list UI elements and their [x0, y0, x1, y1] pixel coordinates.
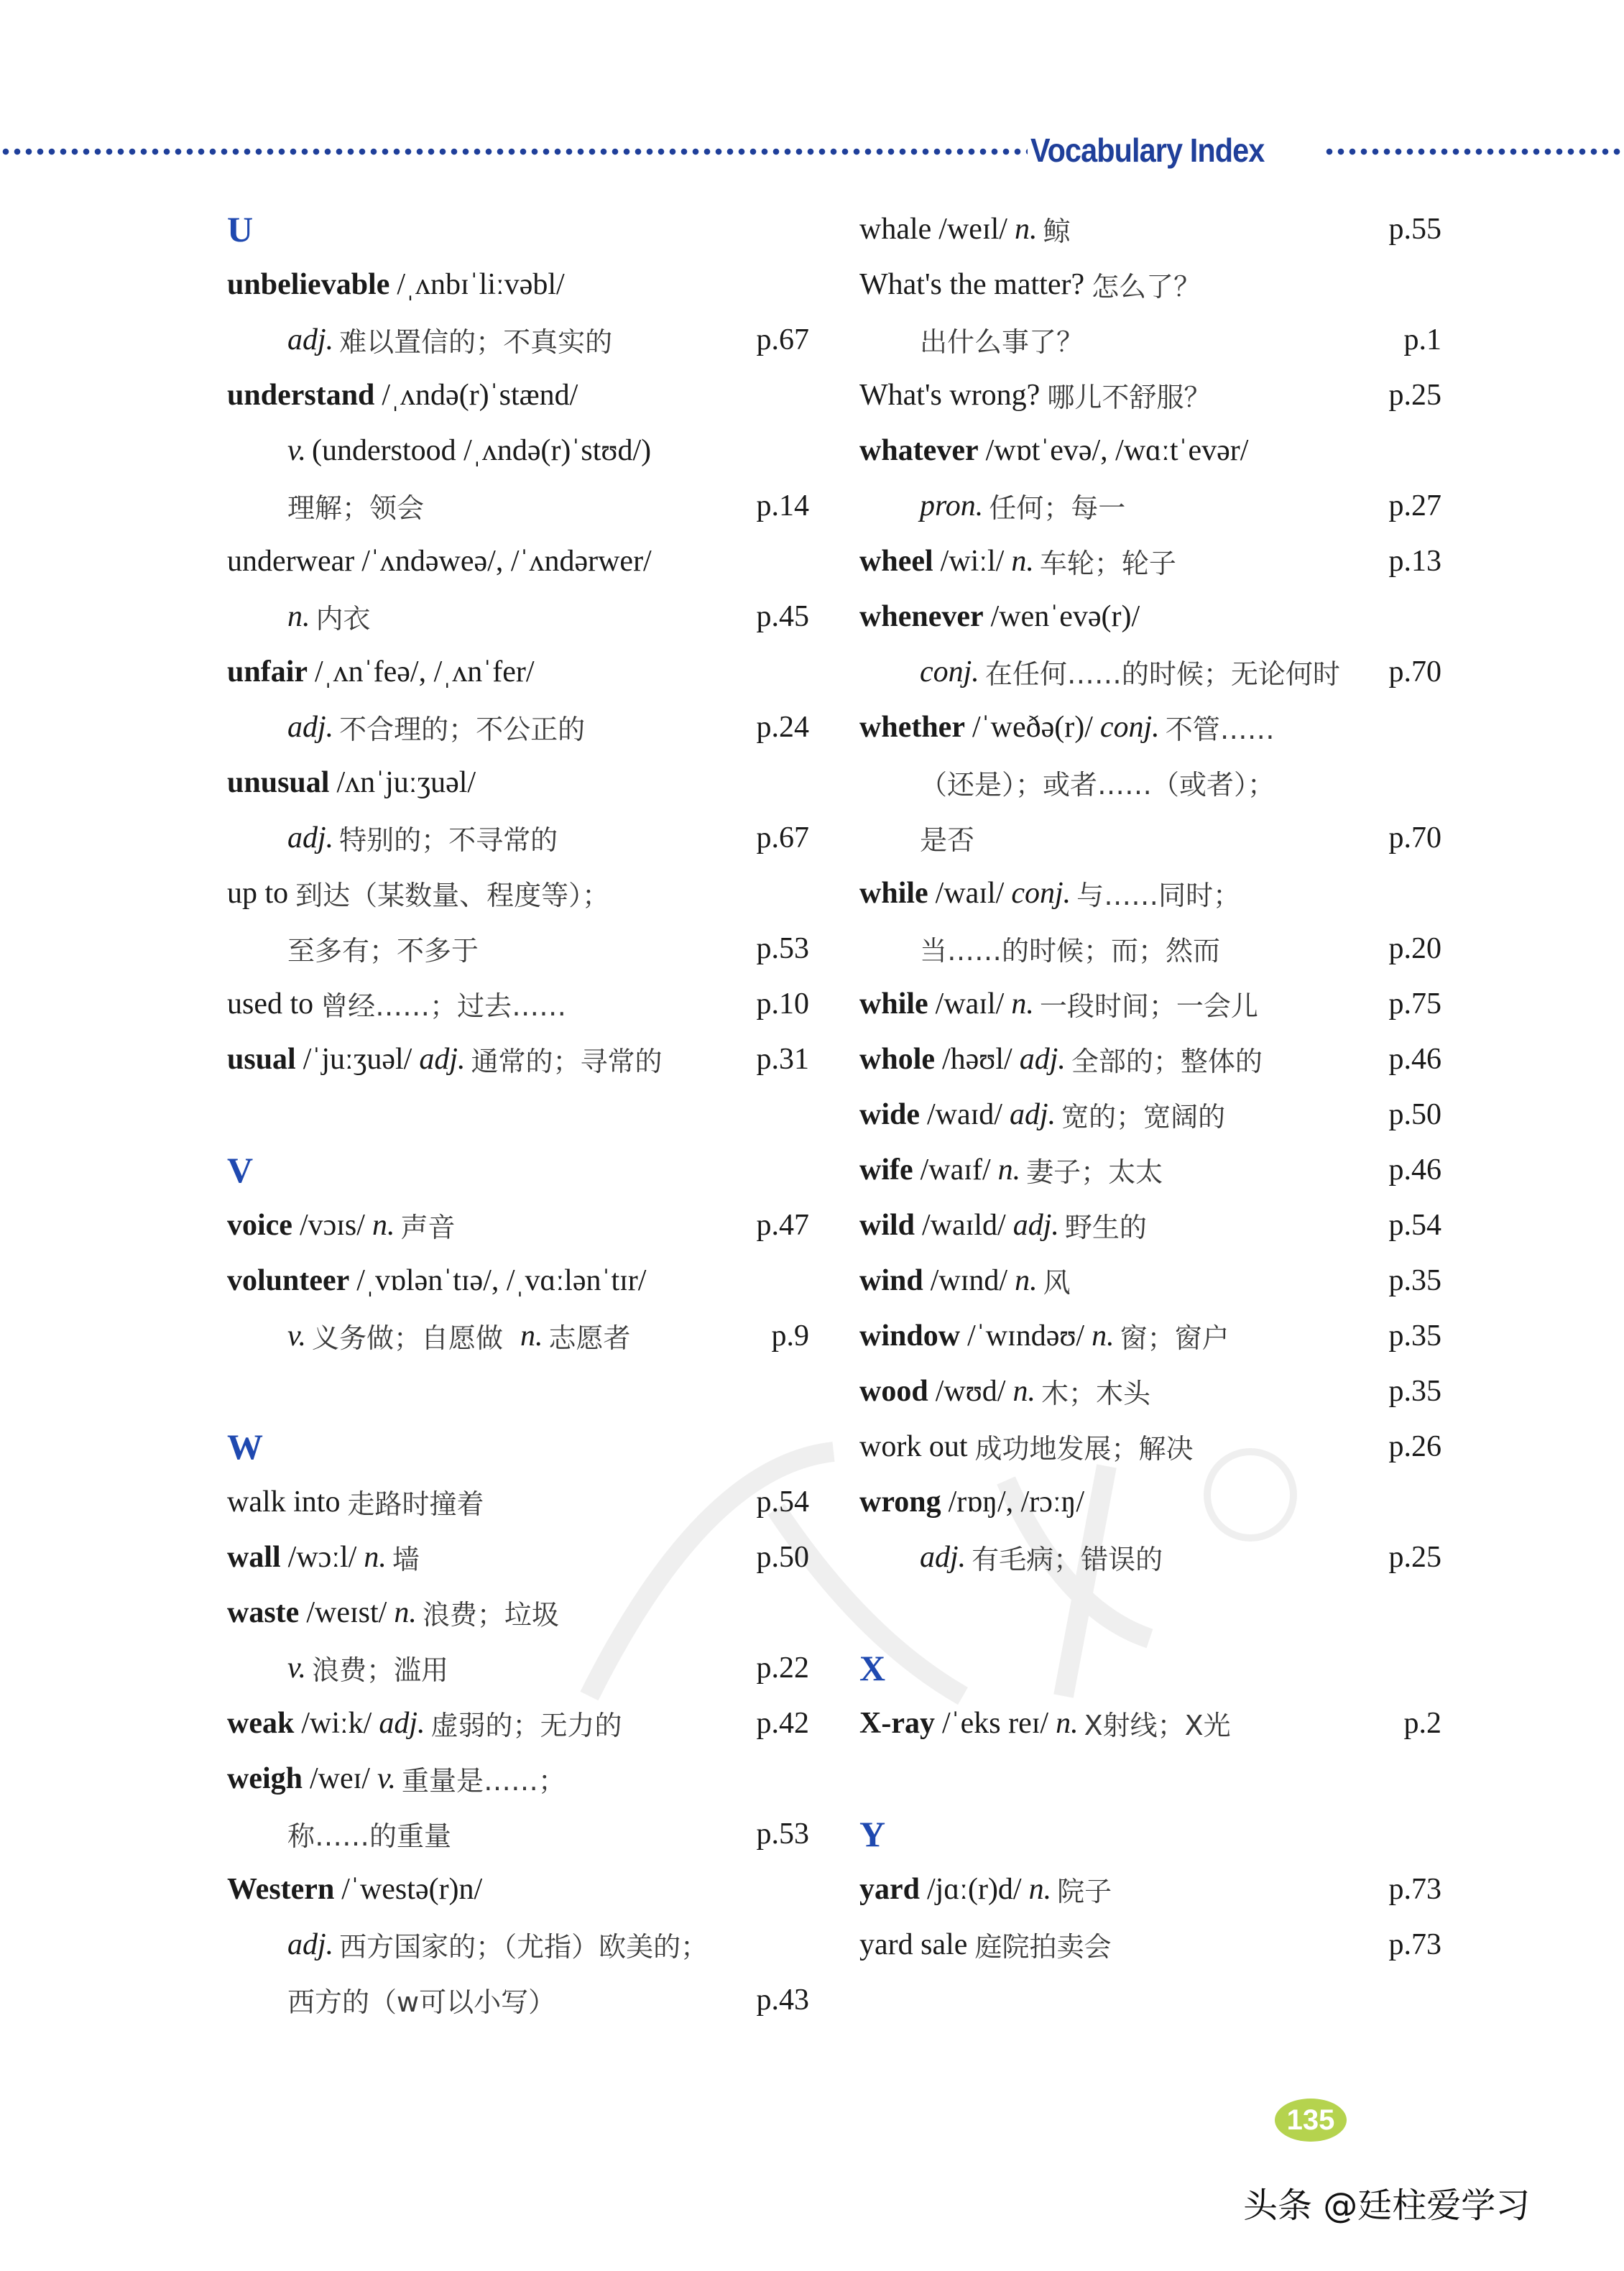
page-reference: p.20: [1388, 931, 1441, 965]
vocab-entry: [859, 589, 1441, 644]
vocab-entry: [227, 644, 809, 699]
part-of-speech: v.: [287, 433, 307, 467]
part-of-speech: adj.: [1009, 1097, 1056, 1131]
section-letter-heading: [227, 201, 809, 257]
chinese-definition: 内衣: [315, 603, 371, 635]
vocab-entry-continuation: [227, 423, 809, 478]
vocab-entry: [227, 1861, 809, 1917]
section-letter-heading: [859, 1640, 1441, 1695]
headword: while: [859, 987, 928, 1021]
right-index-column: [859, 201, 1441, 1972]
chinese-definition: 浪费；滥用: [312, 1654, 449, 1686]
headword: unusual: [227, 765, 330, 799]
headword: wood: [859, 1374, 928, 1408]
vocab-entry: [859, 257, 1441, 312]
page-reference: p.35: [1388, 1374, 1441, 1408]
chinese-definition: 西方国家的；（尤指）欧美的；: [339, 1931, 709, 1963]
vocab-entry: [227, 1529, 809, 1585]
page-reference: p.45: [756, 599, 809, 633]
vocab-entry-continuation: [227, 1640, 809, 1695]
part-of-speech: n.: [1011, 544, 1034, 578]
page-reference: p.54: [1388, 1208, 1441, 1242]
chinese-definition: 重量是……；: [402, 1765, 566, 1797]
headword: X-ray: [859, 1706, 935, 1740]
page-reference: p.70: [1388, 655, 1441, 688]
section-letter-heading: [227, 1142, 809, 1197]
phonetic: /waɪld/: [922, 1208, 1006, 1242]
letter-heading: X: [859, 1647, 886, 1688]
chinese-definition: 志愿者: [548, 1322, 631, 1354]
headword: wheel: [859, 544, 933, 578]
part-of-speech: adj.: [287, 821, 334, 854]
chinese-definition: 庭院拍卖会: [974, 1931, 1112, 1963]
chinese-definition: 虚弱的；无力的: [430, 1710, 622, 1741]
phonetic: /wɔːl/: [287, 1540, 357, 1574]
page-reference: p.1: [1403, 323, 1441, 356]
chinese-definition: 任何；每一: [989, 492, 1126, 524]
section-spacer: [227, 1087, 809, 1142]
phonetic: /wʊd/: [935, 1374, 1006, 1408]
chinese-definition: （还是）；或者……（或者）；: [920, 769, 1275, 801]
letter-heading: U: [227, 208, 254, 249]
page-reference: p.42: [756, 1706, 809, 1740]
chinese-definition: 木；木头: [1041, 1378, 1150, 1409]
chinese-definition: 是否: [920, 824, 975, 856]
chinese-definition: 窗；窗户: [1120, 1322, 1229, 1354]
page-reference: p.47: [756, 1208, 809, 1242]
page-reference: p.10: [756, 987, 809, 1021]
chinese-definition: 鲸: [1043, 216, 1071, 247]
vocab-entry-continuation: [227, 312, 809, 367]
page-reference: p.22: [756, 1651, 809, 1685]
chinese-definition: 院子: [1057, 1876, 1112, 1907]
phonetic: /weɪl/: [938, 212, 1007, 246]
part-of-speech: conj.: [920, 655, 979, 688]
vocab-entry-continuation: [859, 921, 1441, 976]
section-spacer: [859, 1751, 1441, 1806]
headword: wall: [227, 1540, 281, 1574]
chinese-definition: X射线；X光: [1084, 1710, 1231, 1741]
phonetic: /waɪf/: [920, 1153, 991, 1187]
chinese-definition: 义务做；自愿做: [312, 1322, 504, 1354]
chinese-definition: 难以置信的；不真实的: [339, 326, 613, 358]
phonetic: /wɪnd/: [930, 1263, 1008, 1297]
phonetic: /jɑː(r)d/: [927, 1872, 1022, 1906]
phonetic: /ˌʌnbɪˈliːvəbl/: [397, 267, 565, 301]
part-of-speech: adj.: [419, 1042, 466, 1076]
part-of-speech: n.: [1015, 1263, 1038, 1297]
chinese-definition: 至多有；不多于: [287, 935, 479, 967]
page-reference: p.9: [771, 1319, 809, 1353]
chinese-definition: 成功地发展；解决: [974, 1433, 1194, 1465]
chinese-definition: 称……的重量: [287, 1820, 452, 1852]
vocab-entry-continuation: [227, 1972, 809, 2027]
headword: wrong: [859, 1485, 941, 1519]
part-of-speech: n.: [372, 1208, 395, 1242]
chinese-definition: 出什么事了？: [920, 326, 1084, 358]
section-letter-heading: [859, 1806, 1441, 1861]
part-of-speech: v.: [287, 1319, 307, 1353]
page-header-title: Vocabulary Index: [1030, 132, 1265, 169]
part-of-speech: adj.: [287, 323, 334, 356]
part-of-speech: n.: [394, 1595, 417, 1629]
phonetic: /wiːk/: [301, 1706, 372, 1740]
phonetic: /ˌvɒlənˈtɪə/, /ˌvɑːlənˈtɪr/: [356, 1263, 647, 1297]
vocab-entry: [859, 1474, 1441, 1529]
headword: weigh: [227, 1761, 303, 1795]
vocab-entry: [227, 257, 809, 312]
vocab-entry-continuation: [227, 1308, 809, 1363]
inflection: (understood /ˌʌndə(r)ˈstʊd/): [312, 433, 652, 467]
page-reference: p.55: [1388, 212, 1441, 246]
vocab-entry: [859, 1861, 1441, 1917]
page-reference: p.2: [1403, 1706, 1441, 1740]
chinese-definition: 一段时间；一会儿: [1039, 990, 1258, 1022]
page-reference: p.70: [1388, 821, 1441, 854]
source-credit: 头条 @廷柱爱学习: [1243, 2185, 1531, 2226]
part-of-speech: n.: [1014, 212, 1038, 246]
phonetic: /waɪl/: [935, 876, 1005, 910]
header-dotted-rule: [0, 132, 1624, 169]
vocab-entry: [227, 976, 809, 1031]
vocab-entry: [227, 1585, 809, 1640]
vocab-entry: [859, 1142, 1441, 1197]
chinese-definition: 有毛病；错误的: [972, 1544, 1163, 1575]
headword: weak: [227, 1706, 295, 1740]
vocab-entry-continuation: [227, 810, 809, 865]
phonetic: /weɪst/: [306, 1595, 387, 1629]
chinese-definition: 理解；领会: [287, 492, 425, 524]
vocab-entry: [859, 1031, 1441, 1087]
chinese-definition: 不合理的；不公正的: [339, 714, 586, 745]
vocab-entry-continuation: [859, 810, 1441, 865]
page-reference: p.27: [1388, 489, 1441, 522]
part-of-speech: conj.: [1099, 710, 1160, 744]
part-of-speech: adj.: [1019, 1042, 1066, 1076]
chinese-definition: 风: [1043, 1267, 1071, 1299]
vocab-entry: [859, 976, 1441, 1031]
chinese-definition: 当……的时候；而；然而: [920, 935, 1221, 967]
vocab-entry: [859, 1419, 1441, 1474]
vocab-entry-continuation: [227, 921, 809, 976]
vocab-entry: [227, 1695, 809, 1751]
headword: Western: [227, 1872, 335, 1906]
vocab-entry: [859, 367, 1441, 423]
page-number-badge: 135: [1275, 2099, 1347, 2142]
part-of-speech: adj.: [920, 1540, 966, 1574]
vocab-entry: [859, 1087, 1441, 1142]
page-reference: p.53: [756, 1817, 809, 1851]
vocab-entry: [227, 1031, 809, 1087]
phonetic: /həʊl/: [942, 1042, 1012, 1076]
headword: wife: [859, 1153, 913, 1187]
page-reference: p.25: [1388, 1540, 1441, 1574]
headword: whale: [859, 212, 932, 246]
vocab-entry-continuation: [859, 755, 1441, 810]
phonetic: /ˌʌndə(r)ˈstænd/: [382, 378, 578, 412]
page-reference: p.53: [756, 931, 809, 965]
headword: whenever: [859, 599, 984, 633]
headword: whether: [859, 710, 965, 744]
page-reference: p.35: [1388, 1319, 1441, 1353]
headword: usual: [227, 1042, 296, 1076]
headword: volunteer: [227, 1263, 350, 1297]
page-reference: p.24: [756, 710, 809, 744]
headword: yard sale: [859, 1927, 968, 1961]
part-of-speech: n.: [1092, 1319, 1115, 1353]
headword: What's wrong?: [859, 378, 1041, 412]
headword: whatever: [859, 433, 979, 467]
vocab-entry-continuation: [859, 312, 1441, 367]
vocab-entry-continuation: [227, 1806, 809, 1861]
letter-heading: W: [227, 1426, 263, 1467]
vocab-entry-continuation: [859, 644, 1441, 699]
part-of-speech: n.: [364, 1540, 387, 1574]
phonetic: /weɪ/: [310, 1761, 370, 1795]
phonetic: /ˌʌnˈfeə/, /ˌʌnˈfer/: [315, 655, 535, 688]
page-reference: p.13: [1388, 544, 1441, 578]
chinese-definition: 与……同时；: [1076, 880, 1241, 911]
page-reference: p.73: [1388, 1927, 1441, 1961]
chinese-definition: 西方的（w可以小写）: [287, 1986, 556, 2018]
headword: understand: [227, 378, 375, 412]
phonetic: /waɪd/: [927, 1097, 1002, 1131]
part-of-speech: adj.: [379, 1706, 425, 1740]
chinese-definition: 野生的: [1064, 1212, 1147, 1243]
part-of-speech: v.: [287, 1651, 307, 1685]
chinese-definition: 车轮；轮子: [1039, 548, 1176, 579]
chinese-definition: 哪儿不舒服？: [1047, 382, 1212, 413]
vocab-entry: [859, 201, 1441, 257]
part-of-speech: n.: [1028, 1872, 1052, 1906]
dotted-line-left: [0, 148, 1028, 155]
phonetic: /ˈeks reɪ/: [941, 1706, 1049, 1740]
headword: What's the matter?: [859, 267, 1085, 301]
chinese-definition: 特别的；不寻常的: [339, 824, 558, 856]
headword: whole: [859, 1042, 935, 1076]
headword: voice: [227, 1208, 292, 1242]
phonetic: /waɪl/: [935, 987, 1005, 1021]
part-of-speech: n.: [1012, 1374, 1035, 1408]
vocab-entry: [227, 1253, 809, 1308]
page-reference: p.26: [1388, 1429, 1441, 1463]
vocab-entry: [859, 1917, 1441, 1972]
phonetic: /wiːl/: [940, 544, 1005, 578]
page-reference: p.73: [1388, 1872, 1441, 1906]
dotted-line-right: [1324, 148, 1624, 155]
vocab-entry-continuation: [227, 1917, 809, 1972]
vocab-entry: [227, 1197, 809, 1253]
phonetic: /rɒŋ/, /rɔːŋ/: [948, 1485, 1085, 1519]
vocab-entry: [859, 1363, 1441, 1419]
headword: yard: [859, 1872, 920, 1906]
part-of-speech: pron.: [920, 489, 984, 522]
part-of-speech: v.: [377, 1761, 397, 1795]
chinese-definition: 走路时撞着: [347, 1488, 484, 1520]
headword: unfair: [227, 655, 308, 688]
vocab-entry: [227, 755, 809, 810]
chinese-definition: 声音: [400, 1212, 456, 1243]
part-of-speech: n.: [997, 1153, 1021, 1187]
page-reference: p.14: [756, 489, 809, 522]
headword: while: [859, 876, 928, 910]
headword: underwear: [227, 544, 355, 578]
chinese-definition: 怎么了？: [1092, 271, 1201, 303]
page-reference: p.46: [1388, 1042, 1441, 1076]
page-reference: p.67: [756, 821, 809, 854]
page-reference: p.46: [1388, 1153, 1441, 1187]
vocab-entry-continuation: [227, 699, 809, 755]
vocab-entry: [227, 1751, 809, 1806]
letter-heading: V: [227, 1149, 254, 1190]
phonetic: /wenˈevə(r)/: [990, 599, 1140, 633]
vocab-entry-continuation: [227, 589, 809, 644]
vocab-entry: [859, 423, 1441, 478]
phonetic: /ˈjuːʒuəl/: [303, 1042, 412, 1076]
page-reference: p.25: [1388, 378, 1441, 412]
vocab-entry: [227, 533, 809, 589]
vocab-entry: [859, 1197, 1441, 1253]
headword: work out: [859, 1429, 968, 1463]
vocab-entry: [859, 865, 1441, 921]
page-reference: p.31: [756, 1042, 809, 1076]
vocab-entry-continuation: [859, 1529, 1441, 1585]
page-reference: p.67: [756, 323, 809, 356]
phonetic: /ˈʌndəweə/, /ˈʌndərwer/: [361, 544, 652, 578]
vocab-entry: [227, 865, 809, 921]
page-reference: p.75: [1388, 987, 1441, 1021]
vocab-entry: [859, 699, 1441, 755]
headword: up to: [227, 876, 289, 910]
letter-heading: Y: [859, 1813, 886, 1854]
vocab-entry: [227, 367, 809, 423]
chinese-definition: 不管……: [1165, 714, 1275, 745]
chinese-definition: 妻子；太太: [1026, 1156, 1163, 1188]
chinese-definition: 在任何……的时候；无论何时: [984, 658, 1340, 690]
headword: walk into: [227, 1485, 341, 1519]
chinese-definition: 墙: [392, 1544, 420, 1575]
page-reference: p.50: [1388, 1097, 1441, 1131]
headword: window: [859, 1319, 961, 1353]
part-of-speech: n.: [1011, 987, 1034, 1021]
section-spacer: [227, 1363, 809, 1419]
page-reference: p.54: [756, 1485, 809, 1519]
headword: wild: [859, 1208, 915, 1242]
phonetic: /wɒtˈevə/, /wɑːtˈevər/: [985, 433, 1249, 467]
section-spacer: [859, 1585, 1441, 1640]
part-of-speech: n.: [1056, 1706, 1079, 1740]
vocab-entry-continuation: [859, 478, 1441, 533]
vocab-entry: [859, 533, 1441, 589]
vocab-entry: [859, 1695, 1441, 1751]
headword: waste: [227, 1595, 300, 1629]
phonetic: /ˈweðə(r)/: [972, 710, 1093, 744]
chinese-definition: 曾经……；过去……: [320, 990, 567, 1022]
chinese-definition: 浪费；垃圾: [422, 1599, 559, 1631]
vocab-entry: [227, 1474, 809, 1529]
chinese-definition: 到达（某数量、程度等）；: [295, 880, 610, 911]
phonetic: /ˈwestə(r)n/: [341, 1872, 483, 1906]
vocab-entry-continuation: [227, 478, 809, 533]
part-of-speech: adj.: [287, 710, 334, 744]
chinese-definition: 通常的；寻常的: [471, 1046, 663, 1077]
headword: wide: [859, 1097, 920, 1131]
part-of-speech: n.: [520, 1319, 543, 1353]
part-of-speech: n.: [287, 599, 310, 633]
part-of-speech: conj.: [1011, 876, 1071, 910]
page-reference: p.35: [1388, 1263, 1441, 1297]
phonetic: /ʌnˈjuːʒuəl/: [336, 765, 476, 799]
headword: unbelievable: [227, 267, 390, 301]
section-letter-heading: [227, 1419, 809, 1474]
part-of-speech: adj.: [1012, 1208, 1059, 1242]
left-index-column: [227, 201, 809, 2027]
vocab-entry: [859, 1308, 1441, 1363]
vocab-entry: [859, 1253, 1441, 1308]
chinese-definition: 全部的；整体的: [1071, 1046, 1263, 1077]
part-of-speech: adj.: [287, 1927, 334, 1961]
headword: wind: [859, 1263, 923, 1297]
headword: used to: [227, 987, 314, 1021]
phonetic: /ˈwɪndəʊ/: [967, 1319, 1085, 1353]
chinese-definition: 宽的；宽阔的: [1061, 1101, 1226, 1133]
page-reference: p.50: [756, 1540, 809, 1574]
page-reference: p.43: [756, 1983, 809, 2017]
phonetic: /vɔɪs/: [299, 1208, 365, 1242]
